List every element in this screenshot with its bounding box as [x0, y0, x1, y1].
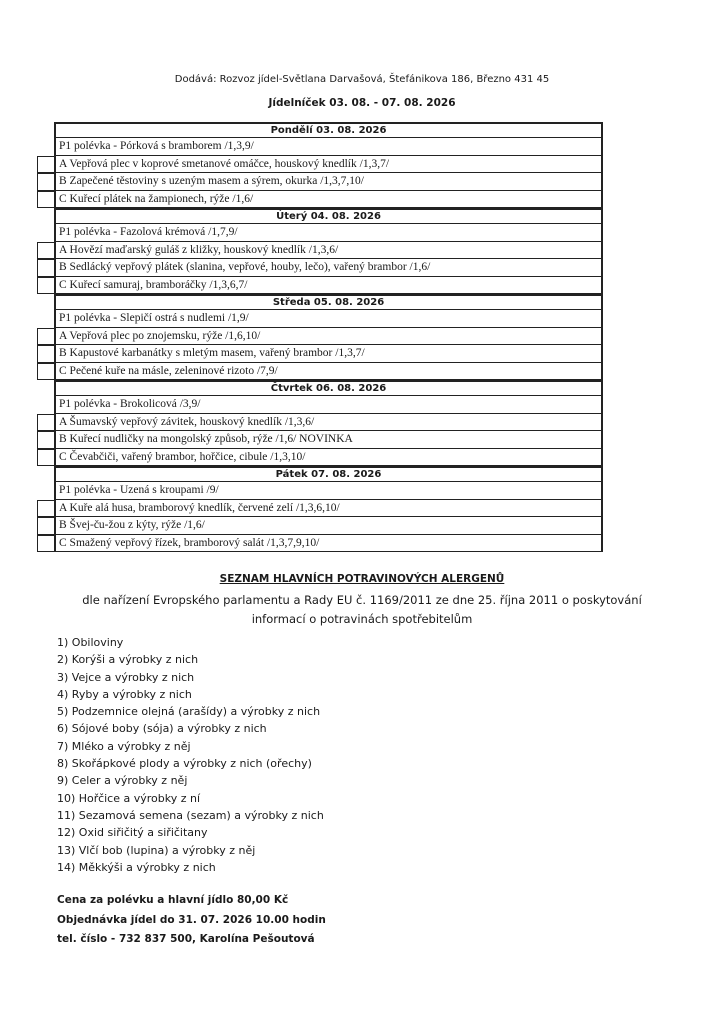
menu-table	[37, 122, 603, 552]
price-line: Cena za polévku a hlavní jídlo 80,00 Kč	[57, 894, 289, 906]
menu-row	[37, 242, 603, 260]
menu-item: C Kuřecí plátek na žampionech, rýže /1,6/	[54, 191, 603, 209]
checkbox-cell	[37, 259, 54, 277]
allergen-item: 8) Skořápkové plody a výrobky z nich (ořechy)	[57, 757, 312, 771]
day-header: Úterý 04. 08. 2026	[54, 208, 603, 224]
menu-item: C Pečené kuře na másle, zeleninové rizoto /7,9/	[54, 363, 603, 381]
menu-item: P1 polévka - Fazolová krémová /1,7,9/	[54, 224, 603, 242]
allergen-list	[57, 634, 457, 876]
checkbox-cell	[37, 431, 54, 449]
menu-row	[37, 191, 603, 209]
order-deadline: Objednávka jídel do 31. 07. 2026 10.00 hodin	[57, 913, 326, 926]
menu-item: A Šumavský vepřový závitek, houskový knedlík /1,3,6/	[54, 414, 603, 432]
checkbox-cell	[37, 517, 54, 535]
menu-row	[37, 156, 603, 174]
day-header: Pátek 07. 08. 2026	[54, 466, 603, 482]
menu-row	[37, 345, 603, 363]
checkbox-cell	[37, 191, 54, 209]
menu-item: A Vepřová plec po znojemsku, rýže /1,6,10/	[54, 328, 603, 346]
allergen-item: 10) Hořčice a výrobky z ní	[57, 791, 201, 805]
checkbox-cell	[37, 345, 54, 363]
checkbox-cell	[37, 277, 54, 295]
menu-item: B Kapustové karbanátky s mletým masem, vařený brambor /1,3,7/	[54, 345, 603, 363]
menu-row	[37, 500, 603, 518]
allergen-title: SEZNAM HLAVNÍCH POTRAVINOVÝCH ALERGENŮ	[219, 573, 505, 585]
day-block	[37, 466, 603, 552]
allergen-item: 9) Celer a výrobky z něj	[57, 774, 188, 788]
day-block	[37, 380, 603, 466]
menu-row	[37, 431, 603, 449]
menu-item: P1 polévka - Brokolicová /3,9/	[54, 396, 603, 414]
menu-row	[37, 414, 603, 432]
checkbox-cell	[37, 449, 54, 467]
menu-item: B Švej-ču-žou z kýty, rýže /1,6/	[54, 517, 603, 535]
menu-row	[37, 449, 603, 467]
allergen-item: 13) Vlčí bob (lupina) a výrobky z něj	[57, 843, 256, 857]
menu-row	[37, 535, 603, 553]
menu-row	[37, 138, 603, 156]
day-header: Pondělí 03. 08. 2026	[54, 122, 603, 138]
checkbox-cell	[37, 173, 54, 191]
checkbox-cell	[37, 414, 54, 432]
menu-item: C Čevabčiči, vařený brambor, hořčice, cibule /1,3,10/	[54, 449, 603, 467]
menu-row	[37, 173, 603, 191]
day-header: Čtvrtek 06. 08. 2026	[54, 380, 603, 396]
menu-item: C Smažený vepřový řízek, bramborový salát /1,3,7,9,10/	[54, 535, 603, 553]
allergen-item: 7) Mléko a výrobky z něj	[57, 739, 191, 753]
menu-row	[37, 363, 603, 381]
supplier-line: Dodává: Rozvoz jídel-Světlana Darvašová, Štefánikova 186, Březno 431 45	[174, 74, 550, 85]
contact-phone: tel. číslo - 732 837 500, Karolína Pešoutová	[57, 933, 315, 945]
day-block	[37, 294, 603, 380]
menu-item: B Zapečené těstoviny s uzeným masem a sýrem, okurka /1,3,7,10/	[54, 173, 603, 191]
menu-item: P1 polévka - Uzená s kroupami /9/	[54, 482, 603, 500]
allergen-item: 6) Sójové boby (sója) a výrobky z nich	[57, 722, 267, 736]
checkbox-cell	[37, 156, 54, 174]
menu-row	[37, 259, 603, 277]
menu-row	[37, 517, 603, 535]
checkbox-cell	[37, 535, 54, 553]
menu-item: A Vepřová plec v koprové smetanové omáčce, houskový knedlík /1,3,7/	[54, 156, 603, 174]
allergen-item: 1) Obiloviny	[57, 636, 124, 649]
allergen-item: 14) Měkkýši a výrobky z nich	[57, 860, 216, 874]
checkbox-cell	[37, 242, 54, 260]
menu-row	[37, 328, 603, 346]
menu-row	[37, 310, 603, 328]
menu-item: P1 polévka - Pórková s bramborem /1,3,9/	[54, 138, 603, 156]
checkbox-cell	[37, 363, 54, 381]
footer	[57, 891, 557, 950]
menu-item: P1 polévka - Slepičí ostrá s nudlemi /1,9/	[54, 310, 603, 328]
menu-row	[37, 224, 603, 242]
day-header: Středa 05. 08. 2026	[54, 294, 603, 310]
day-block	[37, 208, 603, 294]
menu-title: Jídelníček 03. 08. - 07. 08. 2026	[268, 97, 456, 109]
menu-item: C Kuřecí samuraj, bramboráčky /1,3,6,7/	[54, 277, 603, 295]
menu-row	[37, 482, 603, 500]
allergen-item: 3) Vejce a výrobky z nich	[57, 670, 195, 684]
menu-item: B Sedlácký vepřový plátek (slanina, vepřové, houby, lečo), vařený brambor /1,6/	[54, 259, 603, 277]
allergen-item: 4) Ryby a výrobky z nich	[57, 687, 192, 701]
menu-item: A Hovězí maďarský guláš z kližky, houskový knedlík /1,3,6/	[54, 242, 603, 260]
menu-item: A Kuře alá husa, bramborový knedlík, červené zelí /1,3,6,10/	[54, 500, 603, 518]
checkbox-cell	[37, 328, 54, 346]
allergen-item: 5) Podzemnice olejná (arašídy) a výrobky z nich	[57, 705, 321, 719]
allergen-item: 12) Oxid siřičitý a siřičitany	[57, 826, 208, 840]
allergen-item: 2) Korýši a výrobky z nich	[57, 653, 199, 667]
menu-row	[37, 396, 603, 414]
allergen-subtitle: dle nařízení Evropského parlamentu a Rady EU č. 1169/2011 ze dne 25. října 2011 o poskytování informací o potravinách spotřebitelům	[82, 593, 642, 626]
allergen-item: 11) Sezamová semena (sezam) a výrobky z nich	[57, 808, 324, 822]
checkbox-cell	[37, 500, 54, 518]
menu-row	[37, 277, 603, 295]
menu-item: B Kuřecí nudličky na mongolský způsob, rýže /1,6/ NOVINKA	[54, 431, 603, 449]
day-block	[37, 122, 603, 208]
